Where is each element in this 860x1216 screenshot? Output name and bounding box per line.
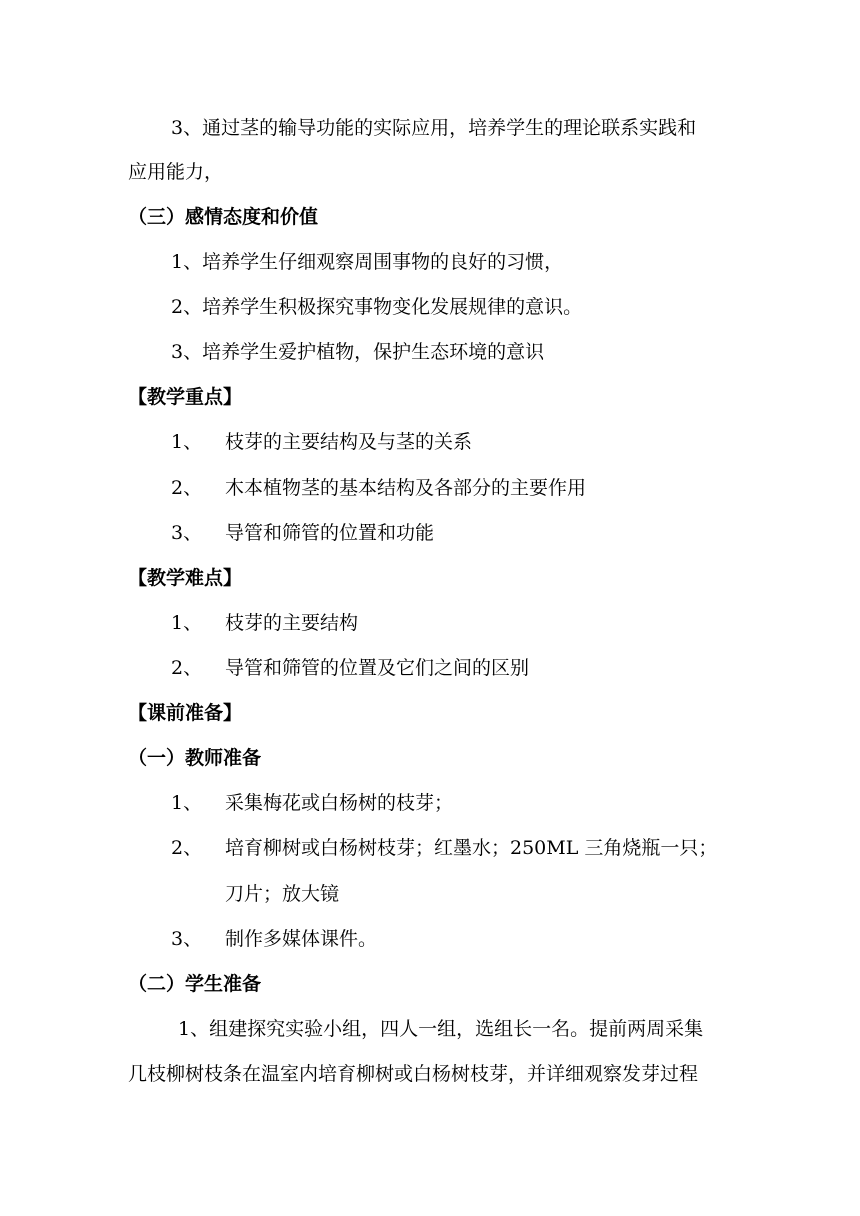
student-prep-line2: 几枝柳树枝条在温室内培育柳树或白杨树枝芽，并详细观察发芽过程 xyxy=(128,1063,699,1085)
teacher-prep-item-2 xyxy=(171,836,717,860)
teacher-prep-heading: （一）教师准备 xyxy=(128,747,262,769)
attitude-item-2: 2、培养学生积极探究事物变化发展规律的意识。 xyxy=(171,296,583,318)
key-point-item-3 xyxy=(171,521,434,545)
key-points-heading: 【教学重点】 xyxy=(128,386,243,408)
attitude-heading: （三）感情态度和价值 xyxy=(128,206,319,228)
teacher-prep-text: 培育柳树或白杨树枝芽；红墨水；250ML 三角烧瓶一只； xyxy=(225,837,718,859)
difficult-point-item-1 xyxy=(171,611,358,635)
key-point-text: 枝芽的主要结构及与茎的关系 xyxy=(225,431,473,453)
key-point-number: 1、 xyxy=(171,431,203,453)
attitude-item-1: 1、培养学生仔细观察周围事物的良好的习惯， xyxy=(171,251,564,273)
objective-skill-3-line2: 应用能力， xyxy=(128,161,224,183)
teacher-prep-item-2-continued: 刀片；放大镜 xyxy=(225,883,340,905)
key-point-text: 导管和筛管的位置和功能 xyxy=(225,522,435,544)
teacher-prep-item-3 xyxy=(171,927,377,951)
objective-skill-3-line1: 3、通过茎的输导功能的实际应用，培养学生的理论联系实践和 xyxy=(171,117,697,139)
teacher-prep-item-1 xyxy=(171,791,453,815)
teacher-prep-number: 1、 xyxy=(171,792,203,814)
difficult-point-text: 导管和筛管的位置及它们之间的区别 xyxy=(225,657,530,679)
key-point-item-1 xyxy=(171,430,472,454)
difficult-point-text: 枝芽的主要结构 xyxy=(225,612,359,634)
teacher-prep-text: 制作多媒体课件。 xyxy=(225,928,378,950)
key-point-number: 2、 xyxy=(171,477,203,499)
teacher-prep-text: 采集梅花或白杨树的枝芽； xyxy=(225,792,454,814)
difficult-point-item-2 xyxy=(171,656,529,680)
key-point-text: 木本植物茎的基本结构及各部分的主要作用 xyxy=(225,477,587,499)
difficult-point-number: 2、 xyxy=(171,657,203,679)
key-point-item-2 xyxy=(171,476,586,500)
preparation-heading: 【课前准备】 xyxy=(128,702,243,724)
attitude-item-3: 3、培养学生爱护植物，保护生态环境的意识 xyxy=(171,341,545,363)
teacher-prep-number: 2、 xyxy=(171,837,203,859)
difficult-point-number: 1、 xyxy=(171,612,203,634)
teacher-prep-number: 3、 xyxy=(171,928,203,950)
difficult-points-heading: 【教学难点】 xyxy=(128,567,243,589)
key-point-number: 3、 xyxy=(171,522,203,544)
student-prep-line1: 1、组建探究实验小组，四人一组，选组长一名。提前两周采集 xyxy=(178,1018,704,1040)
student-prep-heading: （二）学生准备 xyxy=(128,973,262,995)
